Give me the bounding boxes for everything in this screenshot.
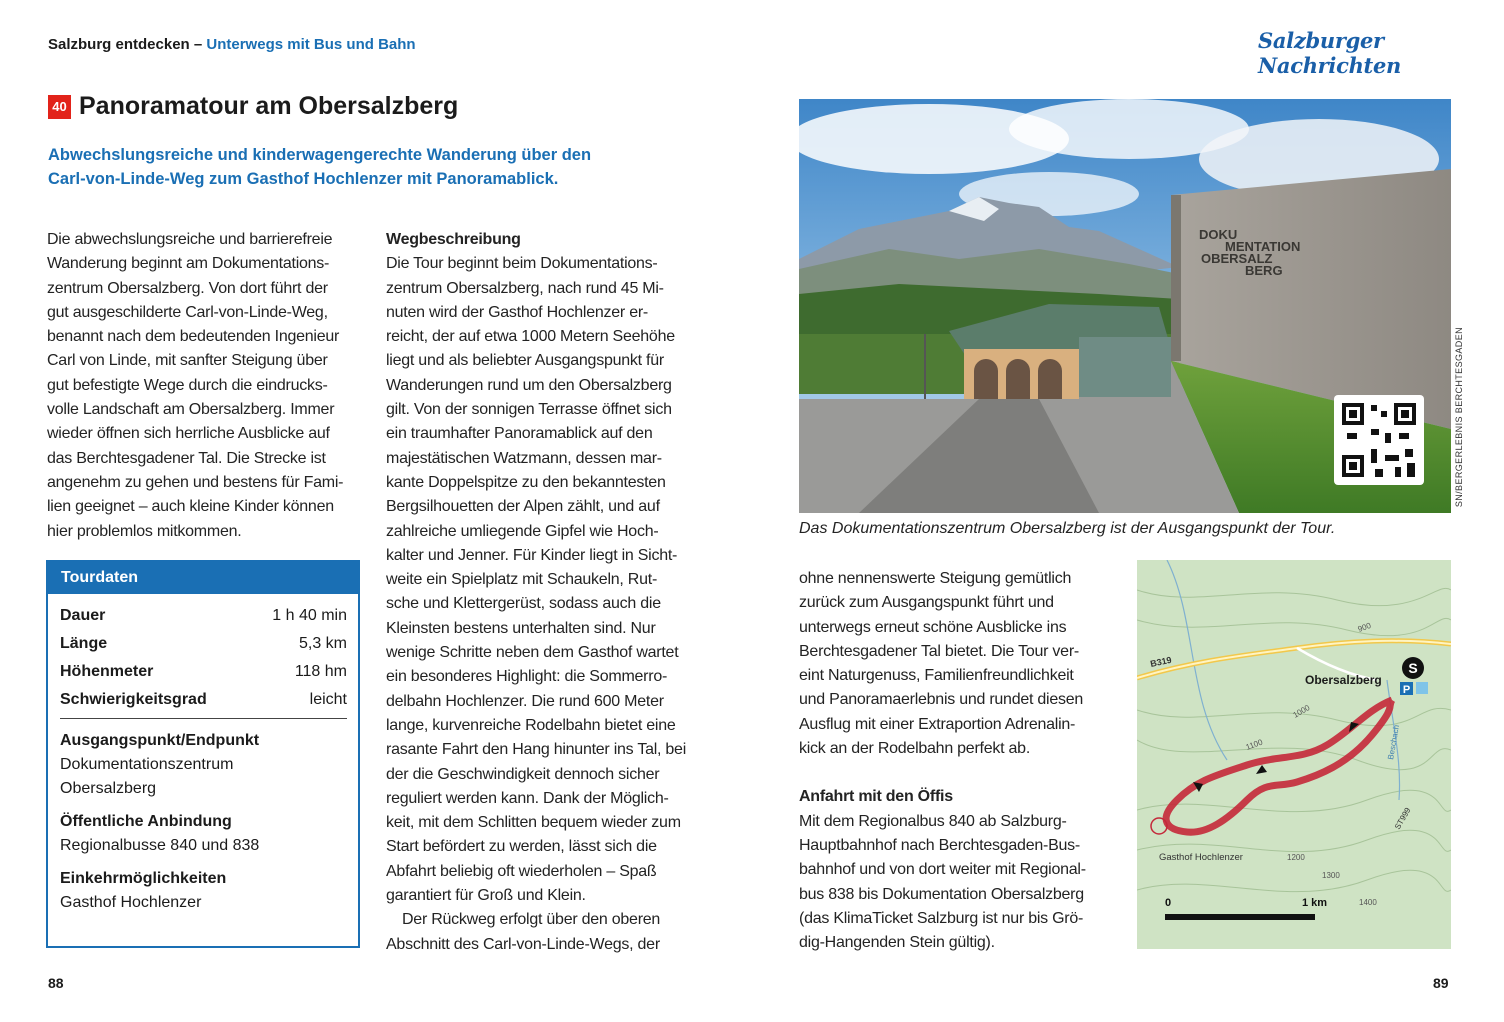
start-badge: S (1408, 660, 1418, 676)
text-line: Die abwechslungsreiche und barrierefreie (47, 231, 333, 248)
contour-label: 900 (1356, 620, 1373, 634)
building-sign-line: DOKU (1199, 227, 1238, 242)
building-sign-line: OBERSALZ (1201, 251, 1273, 266)
text-line: Berchtesgadener Tal bietet. Die Tour ver- (799, 642, 1079, 660)
text-line: Ausflug mit einer Extraportion Adrenalin- (799, 715, 1076, 733)
text-line: delbahn Hochlenzer. Die rund 600 Meter (386, 692, 664, 710)
text-line: Hauptbahnhof nach Berchtesgaden-Bus- (799, 836, 1080, 854)
page-number-right: 89 (1433, 975, 1449, 991)
text-line: Start befördert zu werden, lässt sich die (386, 838, 657, 856)
text-line: Mit dem Regionalbus 840 ab Salzburg- (799, 812, 1067, 830)
tour-row-label: Länge (60, 635, 108, 652)
text-line: ohne nennenswerte Steigung gemütlich (799, 570, 1072, 587)
tour-block-label: Ausgangspunkt/Endpunkt (60, 732, 260, 749)
text-line: gut befestigte Wege durch die eindrucks- (47, 376, 328, 394)
map-inn-label: Gasthof Hochlenzer (1159, 852, 1243, 863)
text-line: Die Tour beginnt beim Dokumentations- (386, 255, 658, 273)
tour-row-value: 5,3 km (298, 635, 347, 652)
article-photo (799, 99, 1451, 513)
tour-row-label: Dauer (60, 607, 106, 624)
scale-start: 0 (1165, 897, 1172, 909)
text-line: wenige Schritte neben dem Gasthof wartet (386, 644, 679, 662)
contour-label: 1400 (1359, 898, 1377, 907)
lead-line: Abwechslungsreiche und kinderwagengerechte Wanderung über den (48, 146, 592, 164)
text-line: Abfahrt beliebig oft wiederholen – Spaß (386, 862, 657, 880)
article-title: Panoramatour am Obersalzberg (79, 92, 459, 120)
contour-label: 1200 (1287, 853, 1305, 862)
tour-block-value: Regionalbusse 840 und 838 (60, 837, 260, 854)
photo-credit: SN/BERGERLEBNIS BERCHTESGADEN (1454, 327, 1464, 508)
tour-block-value: Obersalzberg (60, 780, 157, 797)
text-line: bahnhof und von dort weiter mit Regional- (799, 861, 1086, 879)
text-line: eint Naturgenuss, Familienfreundlichkeit (799, 667, 1074, 685)
text-line: dig-Hangenden Stein gültig). (799, 934, 995, 952)
transit-heading: Anfahrt mit den Öffis (799, 788, 953, 806)
text-line: ein traumhafter Panoramablick auf den (386, 425, 653, 443)
publisher-logo: Salzburger Nachrichten (1258, 28, 1401, 78)
route-map (1137, 560, 1451, 949)
text-line: kick an der Rodelbahn perfekt ab. (799, 740, 1031, 758)
text-line: rasante Fahrt den Hang hinunter ins Tal, bei (386, 741, 687, 759)
tour-number-badge: 40 (48, 95, 71, 119)
parking-badge: P (1402, 684, 1411, 696)
running-header (48, 36, 416, 53)
tour-block-transit (60, 810, 347, 858)
text-line: Carl von Linde, mit sanfter Steigung über (47, 352, 328, 370)
text-line: keit, mit dem Schlitten bequem wieder zum (386, 814, 681, 832)
text-line: sche und Klettergerüst, sodass auch die (386, 595, 661, 613)
text-line: weite ein Spielplatz mit Schaukeln, Rut- (386, 571, 658, 589)
text-line: bus 838 bis Dokumentation Obersalzberg (799, 885, 1084, 903)
tour-row-duration (60, 602, 347, 630)
tour-row-value: leicht (309, 691, 347, 708)
tour-block-start (60, 729, 347, 801)
text-line: Der Rückweg erfolgt über den oberen (402, 911, 661, 929)
tour-row-label: Höhenmeter (60, 663, 154, 680)
text-line: zentrum Obersalzberg. Von dort führt der (47, 279, 328, 297)
text-line: zentrum Obersalzberg, nach rund 45 Mi- (386, 279, 664, 297)
book-series: Salzburg entdecken (48, 36, 190, 53)
map-trail-label: ST999 (1392, 806, 1413, 831)
text-line: Bergsilhouetten der Alpen zählt, und auf (386, 498, 660, 516)
text-line: lien geeignet – auch kleine Kinder können (47, 498, 334, 516)
text-line: unterwegs erneut schöne Ausblicke ins (799, 618, 1067, 636)
tour-block-label: Öffentliche Anbindung (60, 813, 232, 830)
text-line: garantiert für Groß und Klein. (386, 887, 586, 905)
text-line: Abschnitt des Carl-von-Linde-Wegs, der (386, 935, 660, 953)
building-sign-line: MENTATION (1225, 239, 1301, 254)
text-line: angenehm zu gehen und bestens für Fami- (47, 473, 344, 491)
lead-line: Carl-von-Linde-Weg zum Gasthof Hochlenzer mit Panoramablick. (48, 170, 559, 188)
tour-row-value: 118 hm (294, 663, 347, 680)
map-road-label: B319 (1149, 654, 1173, 669)
tour-row-length (60, 630, 347, 658)
text-line: gut ausgeschilderte Carl-von-Linde-Weg, (47, 303, 328, 321)
text-line: hier problemlos mitkommen. (47, 522, 242, 540)
tour-row-label: Schwierigkeitsgrad (60, 691, 207, 708)
text-line: wieder öffnen sich herrliche Ausblicke auf (47, 425, 330, 443)
text-line: reguliert werden kann. Dank der Möglich- (386, 789, 669, 807)
article-lead (48, 143, 648, 191)
text-line: zurück zum Ausgangspunkt führt und (799, 594, 1054, 612)
text-line: gilt. Von der sonnigen Terrasse öffnet sich (386, 401, 672, 419)
contour-label: 1300 (1322, 871, 1340, 880)
map-place-label: Obersalzberg (1305, 673, 1382, 687)
text-line: kalter und Jenner. Für Kinder liegt in Sicht- (386, 546, 678, 564)
topographic-map (1137, 560, 1451, 949)
building-sign-line: BERG (1245, 263, 1283, 278)
book-section: Unterwegs mit Bus und Bahn (206, 36, 416, 53)
header-dash: – (189, 36, 207, 53)
route-description (386, 228, 716, 957)
photo-caption: Das Dokumentationszentrum Obersalzberg ist der Ausgangspunkt der Tour. (799, 520, 1336, 537)
text-line: nuten wird der Gasthof Hochlenzer er- (386, 303, 648, 321)
text-line: und Panoramaerlebnis und rundet diesen (799, 691, 1084, 709)
map-stream-label: Beschach (1386, 724, 1402, 761)
text-line: majestätischen Watzmann, dessen mar- (386, 449, 662, 467)
text-line: (das KlimaTicket Salzburg ist nur bis Grö- (799, 909, 1084, 927)
tour-block-dining (60, 867, 347, 915)
tour-row-elevation (60, 658, 347, 686)
text-line: das Berchtesgadener Tal. Die Strecke ist (47, 449, 326, 467)
text-line: Wanderungen rund um den Obersalzberg (386, 376, 672, 394)
tour-row-value: 1 h 40 min (272, 607, 347, 624)
tour-block-value: Gasthof Hochlenzer (60, 894, 202, 911)
tour-data-box (46, 560, 360, 948)
intro-text (47, 228, 367, 544)
text-line: Kleinsten bestens unterhalten sind. Nur (386, 619, 656, 637)
text-line: volle Landschaft am Obersalzberg. Immer (47, 401, 335, 419)
contour-label: 1100 (1244, 737, 1264, 752)
text-line: reicht, der auf etwa 1000 Metern Seehöhe (386, 328, 675, 346)
tour-block-label: Einkehrmöglichkeiten (60, 870, 227, 887)
text-line: ein besonderes Highlight: die Sommerro- (386, 668, 668, 686)
tour-row-difficulty (60, 686, 347, 714)
text-line: Wanderung beginnt am Dokumentations- (47, 255, 330, 273)
text-line: zahlreiche umliegende Gipfel wie Hoch- (386, 522, 659, 540)
text-line: liegt und als beliebter Ausgangspunkt für (386, 352, 664, 370)
tour-block-value: Dokumentationszentrum (60, 756, 234, 773)
scale-end: 1 km (1302, 897, 1328, 909)
contour-label: 1000 (1291, 703, 1312, 720)
text-line: kante Doppelspitze zu den bekanntesten (386, 473, 666, 491)
route-heading: Wegbeschreibung (386, 231, 521, 248)
text-line: lange, kurvenreiche Rodelbahn bietet eine (386, 716, 676, 734)
text-line: benannt nach dem bedeutenden Ingenieur (47, 328, 340, 346)
page-number-left: 88 (48, 975, 64, 991)
tour-data-title: Tourdaten (48, 562, 358, 594)
continued-text (799, 567, 1129, 955)
documentation-center-photo (799, 99, 1451, 513)
tour-divider (60, 718, 347, 719)
text-line: der die Geschwindigkeit dennoch sicher (386, 765, 660, 783)
